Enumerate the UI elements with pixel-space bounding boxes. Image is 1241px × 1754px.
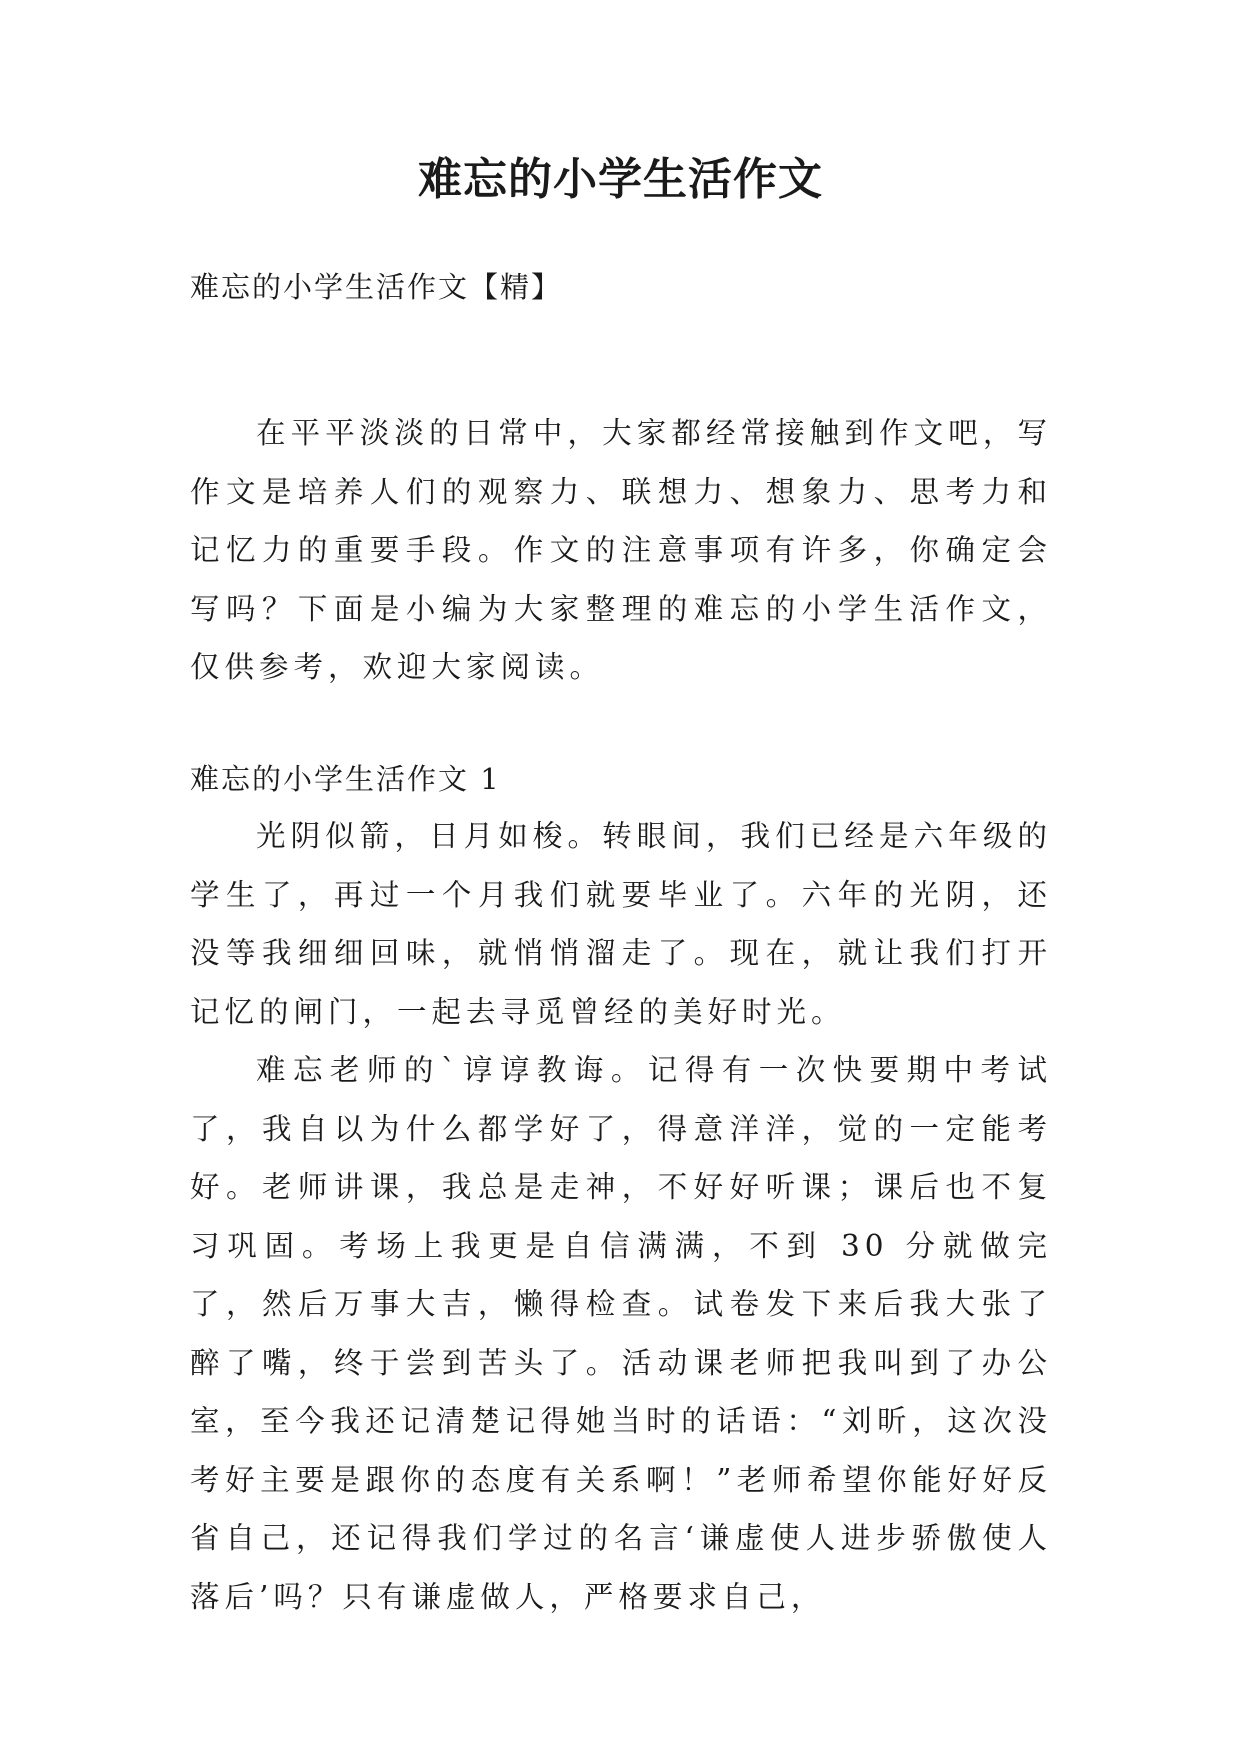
document-title: 难忘的小学生活作文 bbox=[418, 154, 823, 205]
document-subtitle: 难忘的小学生活作文【精】 bbox=[190, 270, 563, 304]
section-heading: 难忘的小学生活作文 1 bbox=[190, 762, 501, 796]
intro-paragraph: 在平平淡淡的日常中，大家都经常接触到作文吧，写作文是培养人们的观察力、联想力、想象力、思考力和记忆力的重要手段。作文的注意事项有许多，你确定会写吗？下面是小编为大家整理的难忘的小学生活作文，仅供参考，欢迎大家阅读。 bbox=[190, 416, 1052, 684]
body-paragraph: 光阴似箭，日月如梭。转眼间，我们已经是六年级的学生了，再过一个月我们就要毕业了。六年的光阴，还没等我细细回味，就悄悄溜走了。现在，就让我们打开记忆的闸门，一起去寻觅曾经的美好时光。 bbox=[190, 819, 1052, 1029]
body-paragraph: 难忘老师的`谆谆教诲。记得有一次快要期中考试了，我自以为什么都学好了，得意洋洋，觉的一定能考好。老师讲课，我总是走神，不好好听课；课后也不复习巩固。考场上我更是自信满满，不到 30 分就做完了，然后万事大吉，懒得检查。试卷发下来后我大张了醉了嘴，终于尝到苦头了。活动课老师把我叫到了办公室，至今我还记清楚记得她当时的话语：“刘昕，这次没考好主要是跟你的态度有关系啊！”老师希望你能好好反省自己，还记得我们学过的名言‘谦虚使人进步骄傲使人落后’吗？只有谦虚做人，严格要求自己， bbox=[190, 1053, 1052, 1614]
